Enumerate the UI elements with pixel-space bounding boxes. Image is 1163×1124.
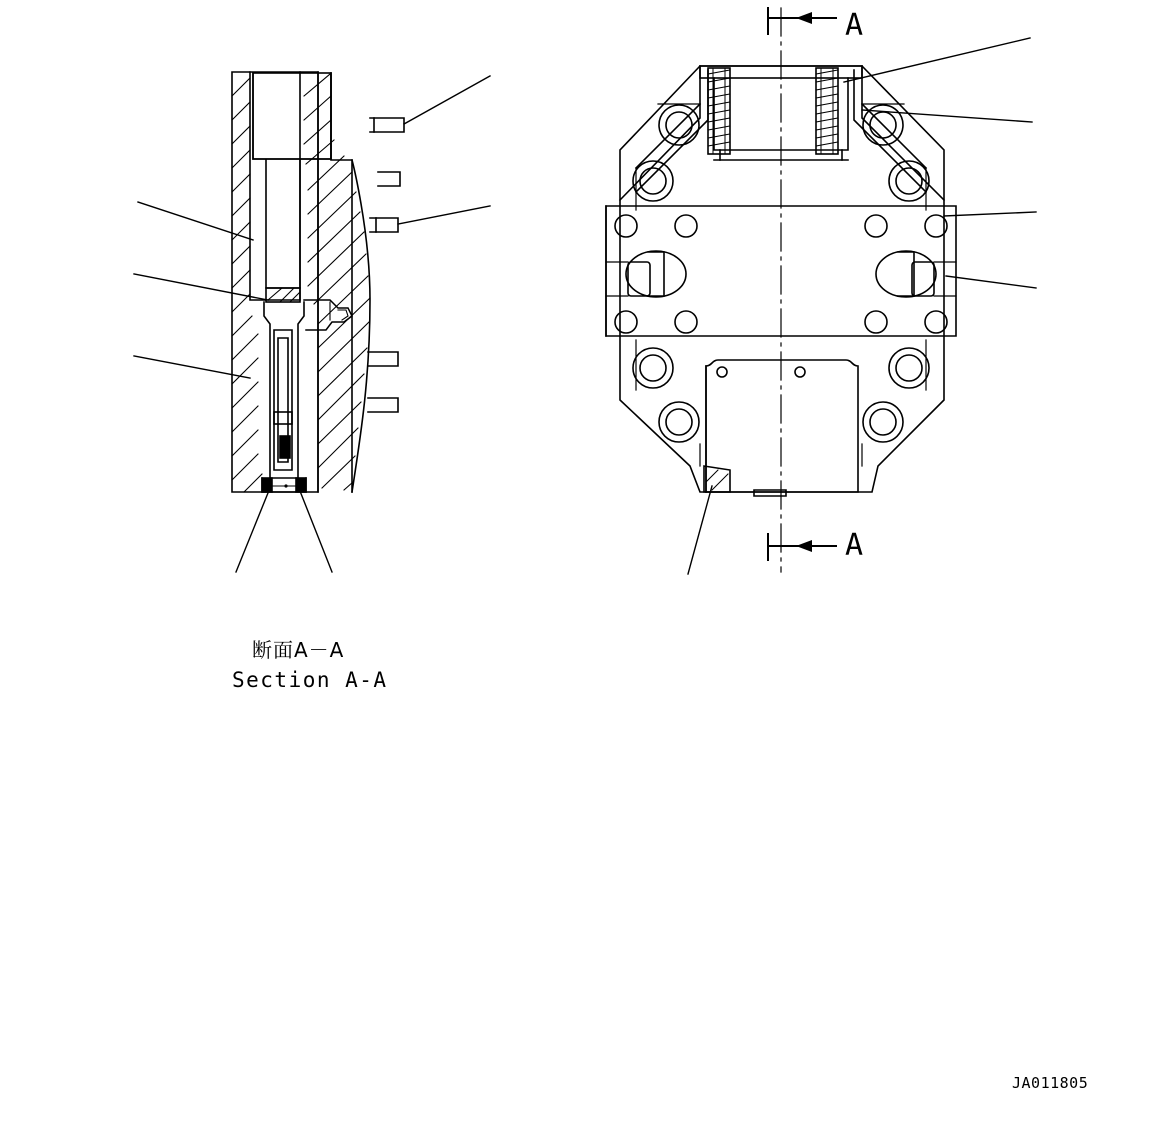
leader-l6: [236, 488, 270, 572]
outer-profile: [331, 73, 352, 492]
valve-spool-assembly: [262, 160, 306, 492]
spool-groove: [274, 412, 292, 424]
pin-hole-right: [795, 367, 805, 377]
leader-r4: [946, 276, 1036, 288]
hole-5: [615, 311, 637, 333]
port-stub-5: [368, 398, 398, 412]
slot-left: [628, 262, 650, 296]
mount-lug-hatch: [706, 470, 728, 490]
hole-7: [865, 311, 887, 333]
spool-tip: [280, 436, 290, 458]
leader-r3: [944, 212, 1036, 216]
boss-top-left: [633, 104, 700, 210]
leader-r2: [862, 110, 1032, 122]
leader-l7: [298, 486, 332, 572]
section-arrow-bottom: [768, 534, 836, 560]
connector-left: [708, 68, 730, 154]
section-arrow-top: [768, 8, 836, 34]
bottom-block: [706, 360, 858, 492]
section-caption-english: Section A-A: [232, 668, 388, 692]
port-stubs: [368, 118, 404, 412]
hole-1: [615, 215, 637, 237]
leader-r5: [688, 486, 712, 574]
right-plan-view: [606, 8, 1036, 574]
spool-upper: [266, 160, 300, 288]
hole-2: [675, 215, 697, 237]
seal-right: [296, 478, 306, 492]
drawing-number: JA011805: [1012, 1074, 1089, 1092]
hole-3: [865, 215, 887, 237]
leader-l2: [398, 206, 490, 224]
boss-top-right: [862, 104, 929, 210]
mount-lug: [704, 466, 730, 492]
seal-left: [262, 478, 272, 492]
port-stub-2: [378, 172, 400, 186]
port-stub-3: [370, 218, 398, 232]
left-section-view: [134, 72, 490, 572]
port-stub-4: [368, 352, 398, 366]
port-stub-1: [370, 118, 404, 132]
hole-6: [675, 311, 697, 333]
section-marker-top-letter: A: [845, 8, 864, 43]
boss-bottom-right: [862, 340, 929, 466]
outer-curve: [352, 160, 370, 492]
slot-right: [912, 262, 934, 296]
base-dot: [284, 484, 287, 487]
leader-l4: [134, 274, 268, 300]
section-marker-bottom-letter: A: [845, 528, 864, 563]
bore-left: [626, 251, 686, 297]
section-caption-japanese: 断面A－A: [252, 638, 345, 662]
leader-l1: [404, 76, 490, 124]
leader-r1: [844, 38, 1030, 82]
bore-right: [876, 251, 936, 297]
leader-l3: [138, 202, 253, 240]
connector-right: [816, 68, 838, 154]
pin-hole-left: [717, 367, 727, 377]
boss-bottom-left: [633, 340, 700, 466]
